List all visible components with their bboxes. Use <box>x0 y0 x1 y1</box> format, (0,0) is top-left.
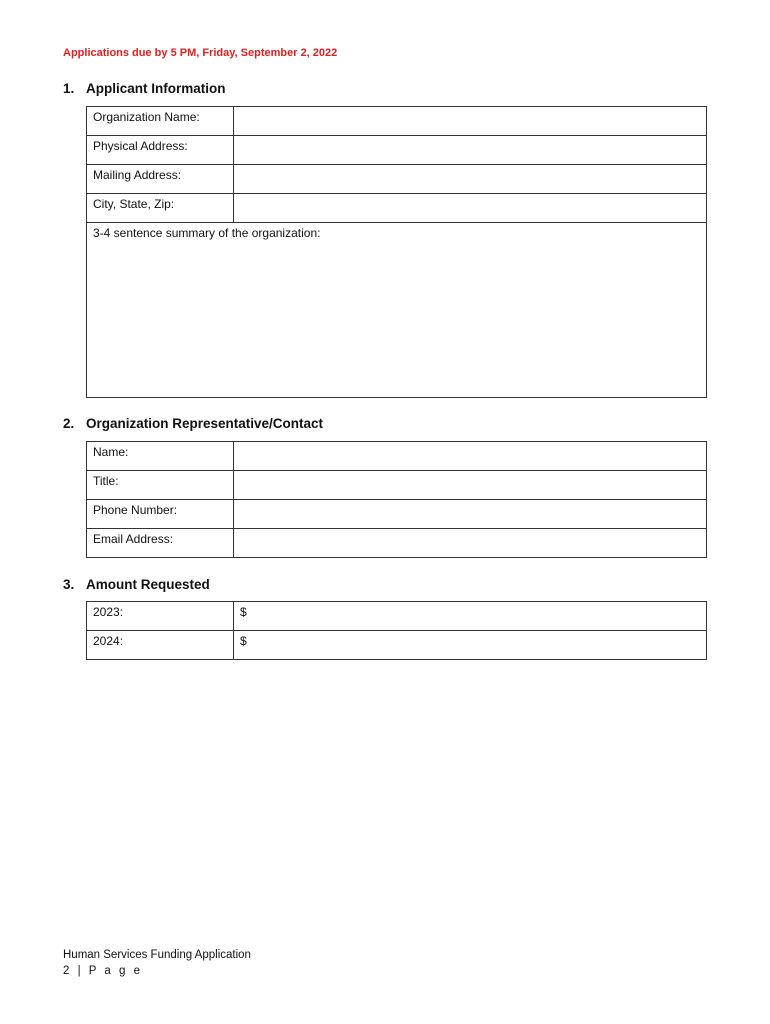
org-name-label: Organization Name: <box>87 107 234 136</box>
org-name-field[interactable] <box>234 107 707 136</box>
table-row <box>87 631 707 660</box>
section-amount-title <box>63 577 210 592</box>
city-state-zip-label: City, State, Zip: <box>87 194 234 223</box>
section-title-text: Organization Representative/Contact <box>86 416 324 431</box>
contact-table <box>86 441 707 558</box>
table-row <box>87 165 707 194</box>
section-title-text: Amount Requested <box>86 577 210 592</box>
footer-title: Human Services Funding Application <box>63 949 251 961</box>
table-row <box>87 136 707 165</box>
contact-title-label: Title: <box>87 471 234 500</box>
amount-table <box>86 601 707 660</box>
org-summary-label: 3-4 sentence summary of the organization: <box>93 226 321 240</box>
amount-2024-field[interactable] <box>234 631 707 660</box>
section-number: 3. <box>63 577 75 592</box>
amount-2024-label: 2024: <box>87 631 234 660</box>
physical-address-field[interactable] <box>234 136 707 165</box>
phone-field[interactable] <box>234 500 707 529</box>
contact-name-field[interactable] <box>234 442 707 471</box>
table-row <box>87 223 707 398</box>
contact-title-field[interactable] <box>234 471 707 500</box>
section-contact-title <box>63 416 323 431</box>
applicant-info-table <box>86 106 707 398</box>
org-summary-field[interactable] <box>87 223 707 398</box>
phone-label: Phone Number: <box>87 500 234 529</box>
currency-symbol: $ <box>240 605 247 619</box>
table-row <box>87 500 707 529</box>
section-title-text: Applicant Information <box>86 81 226 96</box>
mailing-address-label: Mailing Address: <box>87 165 234 194</box>
deadline-notice: Applications due by 5 PM, Friday, September 2, 2022 <box>63 47 338 59</box>
section-number: 1. <box>63 81 75 96</box>
mailing-address-field[interactable] <box>234 165 707 194</box>
amount-2023-label: 2023: <box>87 602 234 631</box>
page-number: 2 | P a g e <box>63 965 143 977</box>
currency-symbol: $ <box>240 634 247 648</box>
table-row <box>87 442 707 471</box>
table-row <box>87 194 707 223</box>
page-footer <box>63 947 251 979</box>
table-row <box>87 471 707 500</box>
city-state-zip-field[interactable] <box>234 194 707 223</box>
amount-2023-field[interactable] <box>234 602 707 631</box>
section-applicant-title <box>63 81 226 96</box>
section-number: 2. <box>63 416 75 431</box>
email-field[interactable] <box>234 529 707 558</box>
contact-name-label: Name: <box>87 442 234 471</box>
email-label: Email Address: <box>87 529 234 558</box>
table-row <box>87 529 707 558</box>
table-row <box>87 107 707 136</box>
table-row <box>87 602 707 631</box>
physical-address-label: Physical Address: <box>87 136 234 165</box>
